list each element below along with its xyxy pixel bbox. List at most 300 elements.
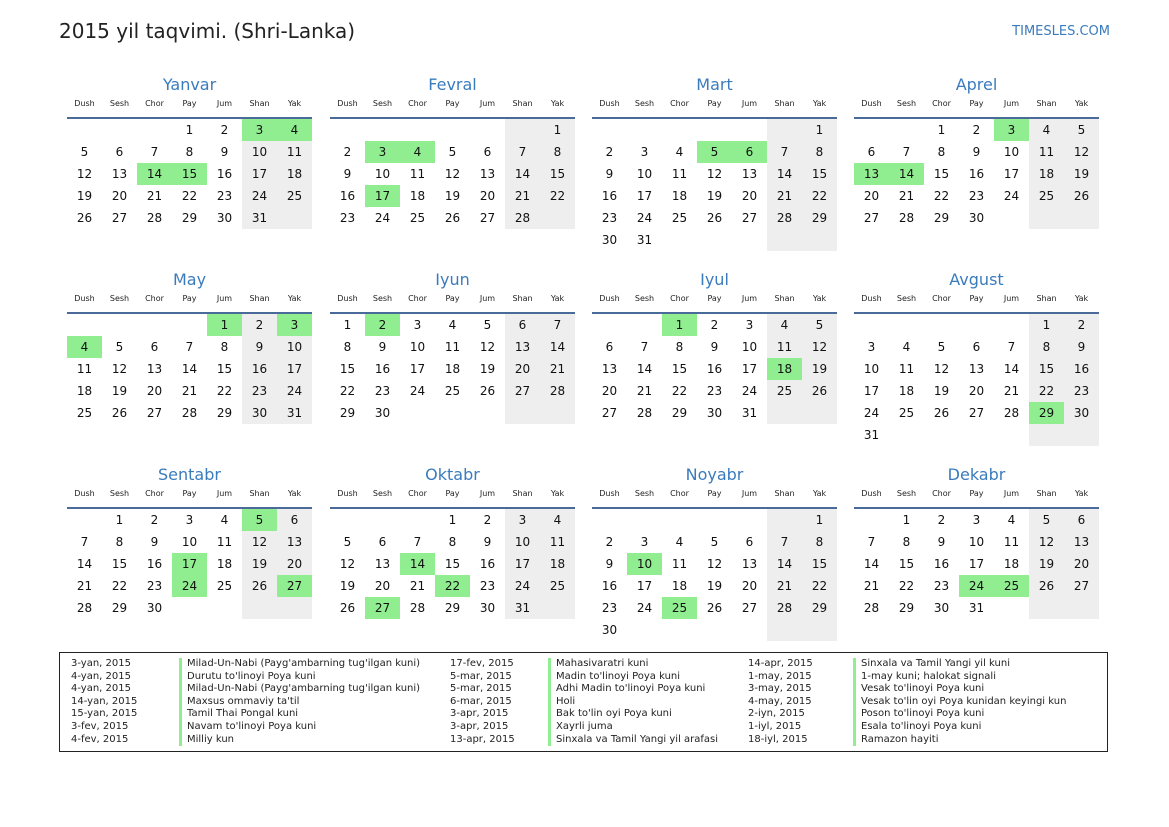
holiday-day: 6 bbox=[732, 141, 767, 163]
day-cell: 9 bbox=[242, 336, 277, 358]
day-cell: 23 bbox=[242, 380, 277, 402]
day-cell: 17 bbox=[277, 358, 312, 380]
day-cell: 24 bbox=[374, 211, 391, 225]
empty-cell bbox=[924, 314, 959, 336]
holiday-day: 14 bbox=[889, 163, 924, 185]
day-cell: 25 bbox=[444, 384, 461, 398]
holiday-day: 4 bbox=[67, 336, 102, 358]
day-cell: 6 bbox=[277, 509, 312, 531]
day-cell: 26 bbox=[444, 211, 461, 225]
empty-cell bbox=[802, 229, 837, 251]
holiday-date: 2-iyn, 2015 bbox=[748, 708, 805, 720]
day-cell: 31 bbox=[863, 428, 880, 442]
day-cell: 23 bbox=[216, 189, 233, 203]
holiday-day: 24 bbox=[172, 575, 207, 597]
day-cell: 9 bbox=[483, 535, 492, 549]
day-cell: 23 bbox=[601, 601, 618, 615]
day-cell: 17 bbox=[1003, 167, 1020, 181]
day-cell: 2 bbox=[242, 314, 277, 336]
day-cell: 1 bbox=[802, 119, 837, 141]
day-cell: 16 bbox=[216, 167, 233, 181]
day-cell: 4 bbox=[1029, 119, 1064, 141]
day-cell: 8 bbox=[540, 141, 575, 163]
empty-cell bbox=[802, 619, 837, 641]
holiday-day: 14 bbox=[400, 553, 435, 575]
day-cell: 21 bbox=[181, 384, 198, 398]
weekday-header: Chor bbox=[400, 292, 435, 314]
day-cell: 5 bbox=[710, 535, 719, 549]
day-cell: 27 bbox=[146, 406, 163, 420]
empty-cell bbox=[67, 314, 102, 336]
weekday-header: Sesh bbox=[102, 97, 137, 119]
day-cell: 23 bbox=[339, 211, 356, 225]
day-cell: 2 bbox=[150, 513, 159, 527]
empty-cell bbox=[627, 509, 662, 531]
weekday-header: Chor bbox=[924, 97, 959, 119]
day-cell: 26 bbox=[1064, 185, 1099, 207]
day-cell: 30 bbox=[242, 402, 277, 424]
weekday-header: Shan bbox=[242, 97, 277, 119]
weekday-header: Dush bbox=[67, 97, 102, 119]
day-cell: 15 bbox=[540, 163, 575, 185]
weekday-header: Shan bbox=[505, 97, 540, 119]
site-link[interactable]: TIMESLES.COM bbox=[1012, 24, 1110, 39]
day-cell: 26 bbox=[706, 211, 723, 225]
day-cell: 21 bbox=[767, 185, 802, 207]
day-cell: 18 bbox=[1003, 557, 1020, 571]
day-cell: 15 bbox=[802, 553, 837, 575]
empty-cell bbox=[802, 402, 837, 424]
day-cell: 8 bbox=[675, 340, 684, 354]
day-cell: 20 bbox=[863, 189, 880, 203]
day-cell: 18 bbox=[898, 384, 915, 398]
day-cell: 8 bbox=[802, 531, 837, 553]
day-cell: 17 bbox=[863, 384, 880, 398]
weekday-header: Jum bbox=[207, 487, 242, 509]
day-cell: 28 bbox=[181, 406, 198, 420]
weekday-header: Yak bbox=[802, 292, 837, 314]
empty-cell bbox=[994, 314, 1029, 336]
day-cell: 21 bbox=[505, 185, 540, 207]
day-cell: 21 bbox=[146, 189, 163, 203]
month-mart bbox=[592, 74, 837, 251]
month-dekabr bbox=[854, 464, 1099, 619]
day-cell: 1 bbox=[540, 119, 575, 141]
empty-cell bbox=[1064, 597, 1099, 619]
day-cell: 23 bbox=[374, 384, 391, 398]
day-cell: 15 bbox=[339, 362, 356, 376]
day-cell: 28 bbox=[540, 380, 575, 402]
holiday-day: 18 bbox=[767, 358, 802, 380]
day-cell: 28 bbox=[767, 207, 802, 229]
weekday-header: Chor bbox=[662, 292, 697, 314]
empty-cell bbox=[67, 119, 102, 141]
day-cell: 18 bbox=[671, 579, 688, 593]
day-cell: 5 bbox=[448, 145, 457, 159]
weekday-header: Pay bbox=[435, 97, 470, 119]
empty-cell bbox=[697, 229, 732, 251]
day-cell: 2 bbox=[710, 318, 719, 332]
day-cell: 4 bbox=[902, 340, 911, 354]
weekday-header: Pay bbox=[172, 292, 207, 314]
weekday-header: Jum bbox=[470, 292, 505, 314]
day-cell: 25 bbox=[671, 211, 688, 225]
day-cell: 25 bbox=[277, 185, 312, 207]
weekday-header: Sesh bbox=[627, 97, 662, 119]
weekday-header: Shan bbox=[767, 97, 802, 119]
day-cell: 16 bbox=[601, 579, 618, 593]
day-cell: 10 bbox=[968, 535, 985, 549]
weekday-header: Sesh bbox=[627, 487, 662, 509]
day-cell: 7 bbox=[540, 314, 575, 336]
holiday-name: 1-may kuni; halokat signali bbox=[853, 671, 996, 684]
empty-cell bbox=[330, 119, 365, 141]
day-cell: 4 bbox=[675, 145, 684, 159]
day-cell: 16 bbox=[146, 557, 163, 571]
day-cell: 27 bbox=[505, 380, 540, 402]
day-cell: 10 bbox=[374, 167, 391, 181]
day-cell: 6 bbox=[745, 535, 754, 549]
day-cell: 9 bbox=[710, 340, 719, 354]
day-cell: 29 bbox=[933, 211, 950, 225]
holiday-date: 13-apr, 2015 bbox=[450, 733, 515, 745]
month-name: Noyabr bbox=[685, 465, 744, 484]
month-yanvar bbox=[67, 74, 312, 229]
empty-cell bbox=[67, 509, 102, 531]
empty-cell bbox=[365, 119, 400, 141]
day-cell: 8 bbox=[185, 145, 194, 159]
day-cell: 13 bbox=[741, 167, 758, 181]
day-cell: 24 bbox=[277, 380, 312, 402]
day-cell: 6 bbox=[972, 340, 981, 354]
holiday-name: Durutu to'linoyi Poya kuni bbox=[179, 671, 316, 684]
weekday-header: Shan bbox=[242, 487, 277, 509]
weekday-header: Jum bbox=[994, 292, 1029, 314]
holiday-name: Mahasivaratri kuni bbox=[548, 658, 648, 671]
weekday-header: Pay bbox=[435, 292, 470, 314]
day-cell: 23 bbox=[601, 211, 618, 225]
day-cell: 6 bbox=[150, 340, 159, 354]
day-cell: 15 bbox=[898, 557, 915, 571]
day-cell: 5 bbox=[343, 535, 352, 549]
day-cell: 13 bbox=[479, 167, 496, 181]
empty-cell bbox=[400, 119, 435, 141]
holiday-name: Vesak to'linoyi Poya kuni bbox=[853, 683, 984, 696]
day-cell: 27 bbox=[111, 211, 128, 225]
weekday-header: Yak bbox=[802, 487, 837, 509]
day-cell: 2 bbox=[605, 145, 614, 159]
day-cell: 21 bbox=[76, 579, 93, 593]
day-cell: 25 bbox=[216, 579, 233, 593]
day-cell: 12 bbox=[706, 167, 723, 181]
empty-cell bbox=[277, 597, 312, 619]
weekday-header: Shan bbox=[505, 292, 540, 314]
holiday-day: 25 bbox=[994, 575, 1029, 597]
day-cell: 19 bbox=[111, 384, 128, 398]
holiday-day: 4 bbox=[277, 119, 312, 141]
day-cell: 23 bbox=[933, 579, 950, 593]
day-cell: 26 bbox=[76, 211, 93, 225]
day-cell: 10 bbox=[1003, 145, 1020, 159]
day-cell: 16 bbox=[339, 189, 356, 203]
empty-cell bbox=[400, 509, 435, 531]
day-cell: 17 bbox=[409, 362, 426, 376]
weekday-header: Pay bbox=[435, 487, 470, 509]
day-cell: 7 bbox=[185, 340, 194, 354]
empty-cell bbox=[767, 509, 802, 531]
day-cell: 22 bbox=[339, 384, 356, 398]
day-cell: 26 bbox=[706, 601, 723, 615]
empty-cell bbox=[732, 619, 767, 641]
weekday-header: Shan bbox=[767, 292, 802, 314]
holiday-name: Poson to'linoyi Poya kuni bbox=[853, 708, 984, 721]
month-name: May bbox=[172, 270, 207, 289]
empty-cell bbox=[172, 314, 207, 336]
day-cell: 8 bbox=[937, 145, 946, 159]
day-cell: 24 bbox=[505, 575, 540, 597]
day-cell: 16 bbox=[374, 362, 391, 376]
empty-cell bbox=[592, 314, 627, 336]
weekday-header: Chor bbox=[400, 487, 435, 509]
day-cell: 3 bbox=[185, 513, 194, 527]
day-cell: 1 bbox=[115, 513, 124, 527]
day-cell: 16 bbox=[1064, 358, 1099, 380]
day-cell: 18 bbox=[277, 163, 312, 185]
day-cell: 4 bbox=[448, 318, 457, 332]
day-cell: 26 bbox=[1029, 575, 1064, 597]
weekday-header: Sesh bbox=[889, 292, 924, 314]
day-cell: 13 bbox=[601, 362, 618, 376]
empty-cell bbox=[435, 402, 470, 424]
empty-cell bbox=[277, 207, 312, 229]
empty-cell bbox=[767, 229, 802, 251]
month-name: Dekabr bbox=[947, 465, 1006, 484]
day-cell: 15 bbox=[111, 557, 128, 571]
weekday-header: Yak bbox=[540, 97, 575, 119]
day-cell: 30 bbox=[706, 406, 723, 420]
day-cell: 18 bbox=[216, 557, 233, 571]
day-cell: 15 bbox=[444, 557, 461, 571]
weekday-header: Pay bbox=[697, 487, 732, 509]
holiday-day: 13 bbox=[854, 163, 889, 185]
holiday-date: 3-apr, 2015 bbox=[450, 708, 509, 720]
day-cell: 12 bbox=[479, 340, 496, 354]
empty-cell bbox=[137, 314, 172, 336]
empty-cell bbox=[330, 509, 365, 531]
day-cell: 29 bbox=[898, 601, 915, 615]
day-cell: 11 bbox=[1029, 141, 1064, 163]
day-cell: 27 bbox=[741, 601, 758, 615]
weekday-header: Sesh bbox=[365, 97, 400, 119]
weekday-header: Jum bbox=[732, 487, 767, 509]
day-cell: 25 bbox=[767, 380, 802, 402]
day-cell: 1 bbox=[937, 123, 946, 137]
month-may bbox=[67, 269, 312, 424]
day-cell: 30 bbox=[216, 211, 233, 225]
holiday-day: 14 bbox=[137, 163, 172, 185]
day-cell: 4 bbox=[1007, 513, 1016, 527]
day-cell: 24 bbox=[741, 384, 758, 398]
month-name: Sentabr bbox=[158, 465, 221, 484]
day-cell: 20 bbox=[277, 553, 312, 575]
empty-cell bbox=[994, 597, 1029, 619]
weekday-header: Pay bbox=[697, 97, 732, 119]
day-cell: 12 bbox=[1064, 141, 1099, 163]
day-cell: 10 bbox=[277, 336, 312, 358]
day-cell: 2 bbox=[220, 123, 229, 137]
day-cell: 12 bbox=[933, 362, 950, 376]
holiday-day: 22 bbox=[435, 575, 470, 597]
holiday-name: Milad-Un-Nabi (Payg'ambarning tug'ilgan kuni) bbox=[179, 658, 420, 671]
holiday-day: 3 bbox=[277, 314, 312, 336]
day-cell: 28 bbox=[636, 406, 653, 420]
empty-cell bbox=[470, 119, 505, 141]
month-sentabr bbox=[67, 464, 312, 619]
weekday-header: Sesh bbox=[102, 487, 137, 509]
day-cell: 1 bbox=[902, 513, 911, 527]
weekday-header: Jum bbox=[732, 292, 767, 314]
holiday-name: Tamil Thai Pongal kuni bbox=[179, 708, 298, 721]
month-name: Mart bbox=[696, 75, 733, 94]
empty-cell bbox=[1029, 207, 1064, 229]
holiday-day: 5 bbox=[697, 141, 732, 163]
empty-cell bbox=[102, 119, 137, 141]
day-cell: 26 bbox=[802, 380, 837, 402]
day-cell: 26 bbox=[479, 384, 496, 398]
weekday-header: Chor bbox=[137, 97, 172, 119]
month-fevral bbox=[330, 74, 575, 229]
day-cell: 19 bbox=[1029, 553, 1064, 575]
weekday-header: Yak bbox=[1064, 292, 1099, 314]
day-cell: 21 bbox=[863, 579, 880, 593]
holiday-day: 3 bbox=[365, 141, 400, 163]
weekday-header: Sesh bbox=[889, 97, 924, 119]
day-cell: 1 bbox=[448, 513, 457, 527]
month-name: Iyun bbox=[435, 270, 470, 289]
day-cell: 26 bbox=[242, 575, 277, 597]
day-cell: 31 bbox=[242, 207, 277, 229]
day-cell: 21 bbox=[767, 575, 802, 597]
weekday-header: Sesh bbox=[102, 292, 137, 314]
weekday-header: Dush bbox=[67, 292, 102, 314]
day-cell: 20 bbox=[111, 189, 128, 203]
day-cell: 28 bbox=[767, 597, 802, 619]
day-cell: 22 bbox=[181, 189, 198, 203]
holiday-date: 3-yan, 2015 bbox=[71, 658, 131, 669]
day-cell: 14 bbox=[540, 336, 575, 358]
holiday-name: Madin to'linoyi Poya kuni bbox=[548, 671, 680, 684]
day-cell: 15 bbox=[216, 362, 233, 376]
day-cell: 7 bbox=[1007, 340, 1016, 354]
weekday-header: Yak bbox=[1064, 487, 1099, 509]
day-cell: 18 bbox=[1029, 163, 1064, 185]
day-cell: 11 bbox=[671, 167, 688, 181]
day-cell: 20 bbox=[146, 384, 163, 398]
holiday-date: 3-fev, 2015 bbox=[71, 721, 129, 732]
day-cell: 11 bbox=[540, 531, 575, 553]
holiday-day: 3 bbox=[242, 119, 277, 141]
empty-cell bbox=[854, 119, 889, 141]
holiday-name: Milliy kun bbox=[179, 734, 234, 747]
month-oktabr bbox=[330, 464, 575, 619]
day-cell: 8 bbox=[1029, 336, 1064, 358]
weekday-header: Chor bbox=[662, 97, 697, 119]
day-cell: 18 bbox=[76, 384, 93, 398]
weekday-header: Shan bbox=[505, 487, 540, 509]
holiday-day: 25 bbox=[662, 597, 697, 619]
day-cell: 24 bbox=[1003, 189, 1020, 203]
day-cell: 30 bbox=[146, 601, 163, 615]
weekday-header: Dush bbox=[592, 487, 627, 509]
weekday-header: Jum bbox=[207, 292, 242, 314]
day-cell: 23 bbox=[479, 579, 496, 593]
day-cell: 8 bbox=[448, 535, 457, 549]
day-cell: 27 bbox=[601, 406, 618, 420]
empty-cell bbox=[540, 207, 575, 229]
day-cell: 5 bbox=[937, 340, 946, 354]
day-cell: 14 bbox=[505, 163, 540, 185]
day-cell: 2 bbox=[1064, 314, 1099, 336]
holiday-name: Sinxala va Tamil Yangi yil kuni bbox=[853, 658, 1010, 671]
holiday-day: 1 bbox=[662, 314, 697, 336]
weekday-header: Chor bbox=[400, 97, 435, 119]
weekday-header: Yak bbox=[1064, 97, 1099, 119]
day-cell: 10 bbox=[181, 535, 198, 549]
month-name: Yanvar bbox=[162, 75, 217, 94]
weekday-header: Shan bbox=[1029, 292, 1064, 314]
day-cell: 11 bbox=[216, 535, 233, 549]
holiday-date: 14-apr, 2015 bbox=[748, 658, 813, 669]
day-cell: 5 bbox=[1029, 509, 1064, 531]
day-cell: 27 bbox=[1064, 575, 1099, 597]
holiday-day: 27 bbox=[365, 597, 400, 619]
holiday-day: 2 bbox=[365, 314, 400, 336]
empty-cell bbox=[662, 119, 697, 141]
day-cell: 6 bbox=[1064, 509, 1099, 531]
weekday-header: Pay bbox=[697, 292, 732, 314]
day-cell: 3 bbox=[640, 535, 649, 549]
day-cell: 6 bbox=[605, 340, 614, 354]
day-cell: 22 bbox=[671, 384, 688, 398]
day-cell: 5 bbox=[483, 318, 492, 332]
weekday-header: Yak bbox=[277, 292, 312, 314]
weekday-header: Shan bbox=[767, 487, 802, 509]
day-cell: 29 bbox=[444, 601, 461, 615]
empty-cell bbox=[697, 619, 732, 641]
holiday-date: 14-yan, 2015 bbox=[71, 695, 138, 707]
day-cell: 3 bbox=[640, 145, 649, 159]
day-cell: 24 bbox=[863, 406, 880, 420]
empty-cell bbox=[732, 229, 767, 251]
month-name: Aprel bbox=[955, 75, 998, 94]
day-cell: 10 bbox=[741, 340, 758, 354]
day-cell: 3 bbox=[867, 340, 876, 354]
holiday-date: 4-yan, 2015 bbox=[71, 670, 131, 682]
day-cell: 6 bbox=[378, 535, 387, 549]
weekday-header: Jum bbox=[994, 487, 1029, 509]
weekday-header: Dush bbox=[592, 97, 627, 119]
day-cell: 8 bbox=[343, 340, 352, 354]
day-cell: 22 bbox=[111, 579, 128, 593]
day-cell: 7 bbox=[767, 141, 802, 163]
day-cell: 19 bbox=[339, 579, 356, 593]
day-cell: 18 bbox=[409, 189, 426, 203]
day-cell: 30 bbox=[601, 623, 618, 637]
holiday-name: Holi bbox=[548, 696, 575, 709]
day-cell: 13 bbox=[505, 336, 540, 358]
holiday-day: 1 bbox=[207, 314, 242, 336]
empty-cell bbox=[470, 402, 505, 424]
